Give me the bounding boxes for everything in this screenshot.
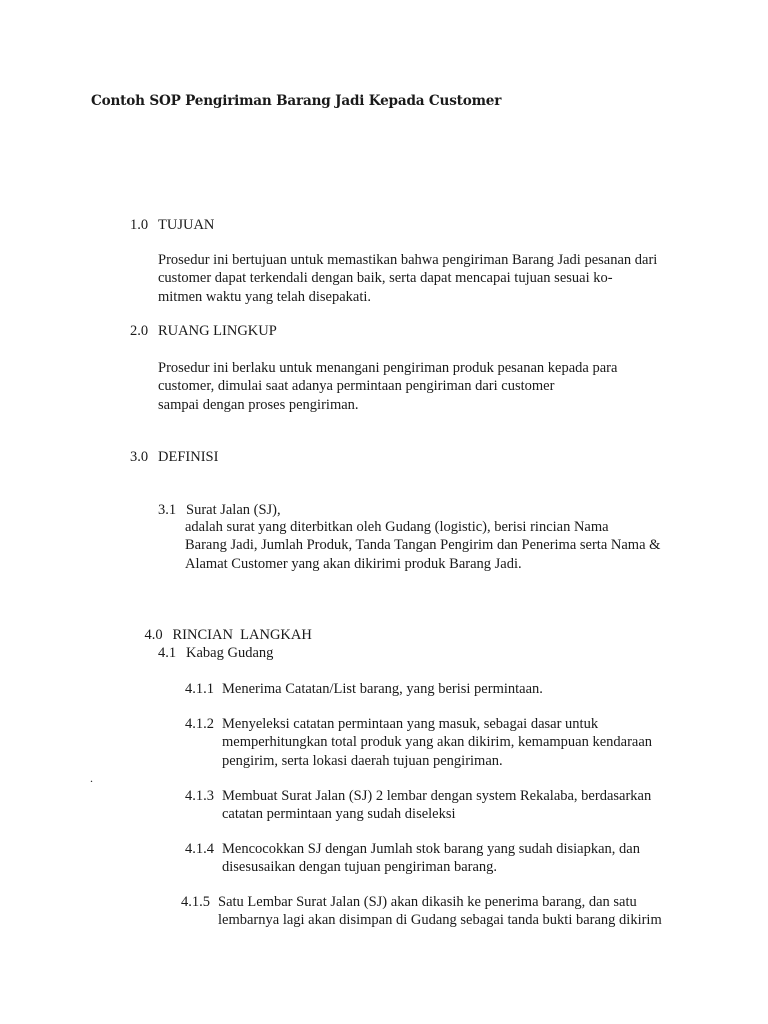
- section-4-number: 4.0: [144, 627, 163, 643]
- subsection-3-1-paragraph: [185, 518, 660, 573]
- step-text: disesusaikan dengan tujuan pengiriman barang.: [222, 859, 498, 876]
- step-text: Mencocokkan SJ dengan Jumlah stok barang yang sudah disiapkan, dan: [222, 841, 640, 857]
- paragraph-line: Alamat Customer yang akan dikirimi produk Barang Jadi.: [185, 555, 522, 572]
- step-number: 4.1.3: [185, 788, 214, 804]
- step-4-1-5: [181, 893, 662, 930]
- paragraph-line: Prosedur ini bertujuan untuk memastikan bahwa pengiriman Barang Jadi pesanan dari: [158, 252, 658, 268]
- section-1-title: TUJUAN: [158, 217, 215, 233]
- section-2-heading: [130, 322, 277, 340]
- paragraph-line: mitmen waktu yang telah disepakati.: [158, 288, 372, 305]
- step-text: Menyeleksi catatan permintaan yang masuk, sebagai dasar untuk: [222, 716, 599, 732]
- section-1-heading: [130, 216, 214, 234]
- document-title: Contoh SOP Pengiriman Barang Jadi Kepada Customer: [91, 93, 502, 109]
- section-3-title: DEFINISI: [158, 449, 219, 465]
- paragraph-line: customer, dimulai saat adanya permintaan pengiriman dari customer: [158, 378, 555, 395]
- step-4-1-3: [185, 787, 651, 824]
- section-2-title: RUANG LINGKUP: [158, 323, 277, 339]
- paragraph-line: Barang Jadi, Jumlah Produk, Tanda Tangan Pengirim dan Penerima serta Nama &: [185, 537, 661, 554]
- paragraph-line: sampai dengan proses pengiriman.: [158, 396, 359, 413]
- step-4-1-1: [185, 680, 543, 698]
- step-text: lembarnya lagi akan disimpan di Gudang sebagai tanda bukti barang dikirim: [218, 912, 662, 929]
- section-2-number: 2.0: [130, 323, 149, 339]
- section-2-paragraph: [158, 359, 617, 414]
- step-text: Satu Lembar Surat Jalan (SJ) akan dikasih ke penerima barang, dan satu: [218, 894, 637, 910]
- section-1-number: 1.0: [130, 217, 149, 233]
- step-number: 4.1.2: [185, 716, 214, 732]
- paragraph-line: customer dapat terkendali dengan baik, serta dapat mencapai tujuan sesuai ko-: [158, 270, 613, 287]
- subsection-3-1-heading: [158, 501, 281, 519]
- step-text: Membuat Surat Jalan (SJ) 2 lembar dengan system Rekalaba, berdasarkan: [222, 788, 652, 804]
- subsection-4-1-heading: [158, 644, 273, 662]
- paragraph-line: Prosedur ini berlaku untuk menangani pengiriman produk pesanan kepada para: [158, 360, 618, 376]
- paragraph-line: adalah surat yang diterbitkan oleh Gudang (logistic), berisi rincian Nama: [185, 519, 609, 535]
- section-3-number: 3.0: [130, 449, 149, 465]
- step-text: catatan permintaan yang sudah diseleksi: [222, 806, 456, 823]
- subsection-3-1-title: Surat Jalan (SJ),: [186, 502, 281, 518]
- step-number: 4.1.1: [185, 681, 214, 697]
- step-number: 4.1.4: [185, 841, 214, 857]
- step-text: pengirim, serta lokasi daerah tujuan pengiriman.: [222, 752, 503, 769]
- step-4-1-4: [185, 840, 640, 877]
- subsection-4-1-number: 4.1: [158, 645, 177, 661]
- margin-mark: .: [90, 771, 93, 785]
- step-number: 4.1.5: [181, 894, 210, 910]
- subsection-4-1-title: Kabag Gudang: [186, 645, 274, 661]
- section-1-paragraph: [158, 251, 657, 306]
- section-4-title: RINCIAN LANGKAH: [172, 627, 312, 643]
- step-text: memperhitungkan total produk yang akan dikirim, kemampuan kendaraan: [222, 734, 653, 751]
- subsection-3-1-number: 3.1: [158, 502, 177, 518]
- step-4-1-2: [185, 715, 652, 770]
- section-3-heading: [130, 448, 218, 466]
- step-text: Menerima Catatan/List barang, yang berisi permintaan.: [222, 681, 543, 697]
